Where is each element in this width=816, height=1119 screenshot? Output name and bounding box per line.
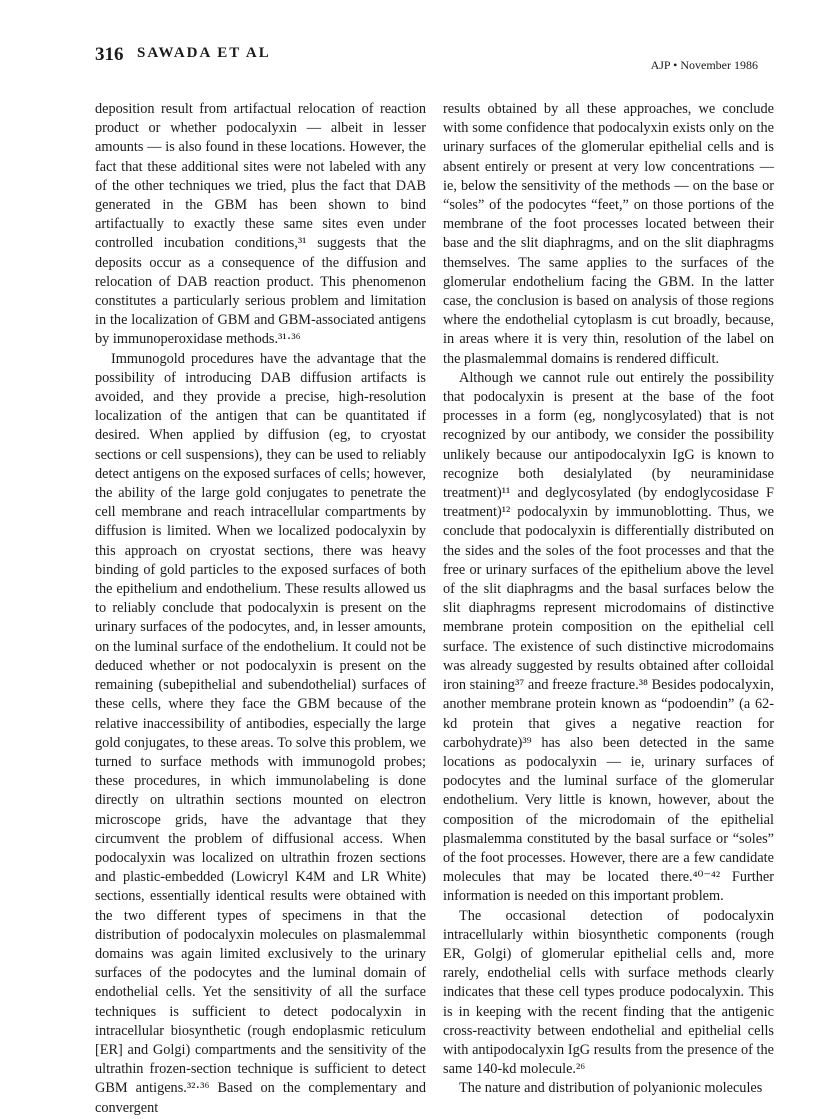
left-column [95,100,426,1118]
running-head: SAWADA ET AL [137,45,271,61]
paragraph: The occasional detection of podocalyxin intracellularly within biosynthetic components (rough ER, Golgi) of glomerular epithelial cells and, more rarely, endothelial cells with surface methods clearly indicates that these cell types produce podocalyxin. This is in keeping with the recent finding that the antigenic cross-reactivity between endothelial and epithelial cells with antipodocalyxin IgG results from the presence of the same 140-kd molecule.²⁶ [443,907,774,1078]
journal-info: AJP • November 1986 [650,58,758,72]
paragraph: Although we cannot rule out entirely the possibility that podocalyxin is present at the base of the foot processes in a form (eg, nonglycosylated) that is not recognized by our antibody, we consider the possibility unlikely because our antipodocalyxin IgG is known to recognize both desialylated (by neuraminidase treatment)¹¹ and deglycosylated (by endoglycosidase F treatment)¹² podocalyxin by immunoblotting. Thus, we conclude that podocalyxin is differentially distributed on the sides and the soles of the foot processes and that the free or urinary surfaces of the epithelium above the level of the slit diaphragms and the basal surfaces below the slit diaphragms represent microdomains of distinctive membrane protein composition on the epithelial cell surface. The existence of such distinctive microdomains was already suggested by results obtained after colloidal iron staining³⁷ and freeze fracture.³⁸ Besides podocalyxin, another membrane protein known as “podoendin” (a 62-kd protein that gives a negative reaction for carbohydrate)³⁹ has also been detected in the same locations as podocalyxin — ie, urinary surfaces of podocytes and the luminal surface of the glomerular endothelium. Very little is known, however, about the composition of the microdomain of the epithelial plasmalemma constituted by the basal surface or “soles” of the foot processes. However, there are a few candidate molecules that may be located there.⁴⁰⁻⁴² Further information is needed on this important problem. [443,369,774,905]
paragraph: Immunogold procedures have the advantage that the possibility of introducing DAB diffusion artifacts is avoided, and they provide a precise, high-resolution localization of the antigen that can be quantitated if desired. When applied by diffusion (eg, to cryostat sections or cell suspensions), they can be used to reliably detect antigens on the exposed surfaces of cells; however, the ability of the large gold conjugates to penetrate the cell membrane and reach intracellular compartments by diffusion is limited. When we localized podocalyxin by this approach on cryostat sections, there was heavy binding of gold particles to the exposed surfaces of both the epithelium and endothelium. These results allowed us to reliably conclude that podocalyxin is present on the urinary surfaces of the podocytes, and, in lesser amounts, on the luminal surface of the endothelium. It could not be deduced whether or not podocalyxin is present on the remaining (subepithelial and subendothelial) surfaces of these cells, where they face the GBM because of the relative inaccessibility of antibodies, especially the large gold conjugates, to these areas. To solve this problem, we turned to surface methods with immunogold probes; these procedures, in which immunolabeling is done directly on ultrathin sections mounted on electron microscope grids, have the advantage that they circumvent the problem of diffusional access. When podocalyxin was localized on ultrathin frozen sections and plastic-embedded (Lowicryl K4M and LR White) sections, essentially identical results were obtained with the two different types of specimens in that the distribution of podocalyxin molecules on plasmalemmal domains was again limited exclusively to the urinary surfaces of the podocytes and the luminal domain of endothelial cells. Yet the sensitivity of all the surface techniques is sufficient to detect podocalyxin in intracellular biosynthetic (rough endoplasmic reticulum [ER] and Golgi) compartments and the sensitivity of the ultrathin frozen-section technique is sufficient to detect GBM antigens.³²·³⁶ Based on the complementary and convergent [95,350,426,1116]
paragraph: The nature and distribution of polyanionic molecules [459,1080,763,1097]
page-header [95,40,758,72]
paragraph: results obtained by all these approaches, we conclude with some confidence that podocalyxin exists only on the urinary surfaces of the glomerular epithelial cells and is absent entirely or present at very low concentrations — ie, below the sensitivity of the methods — on the base or “soles” of the podocytes “feet,” on those portions of the membrane of the foot processes located between their base and the slit diaphragms, and on the slit diaphragms themselves. The same applies to the surfaces of the glomerular endothelium facing the GBM. In the latter case, the conclusion is based on analysis of those regions where the endothelial cytoplasm is cut broadly, because, in areas where it is very thin, resolution of the label on the plasmalemmal domains is rendered difficult. [443,101,774,367]
paragraph: deposition result from artifactual relocation of reaction product or whether podocalyxin — albeit in lesser amounts — is also found in these locations. However, the fact that these additional sites were not labeled with any of the other techniques we tried, plus the fact that DAB generated in the GBM has been shown to bind artifactually to exactly these same sites even under controlled incubation conditions,³¹ suggests that the deposits occur as a consequence of the diffusion and relocation of DAB reaction product. This phenomenon constitutes a particularly serious problem and limitation in the localization of GBM and GBM-associated antigens by immunoperoxidase methods.³¹·³⁶ [95,101,426,348]
right-column [443,100,774,1099]
page-number: 316 [95,44,124,65]
